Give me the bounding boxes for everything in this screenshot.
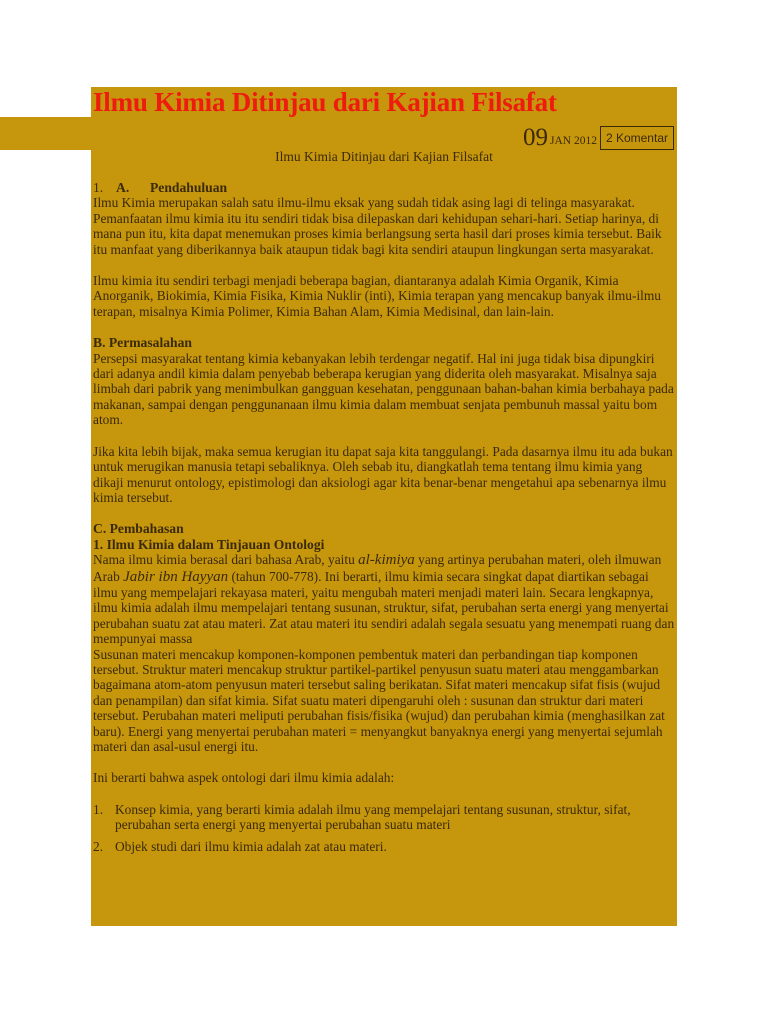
article-page bbox=[91, 87, 677, 926]
paragraph: Persepsi masyarakat tentang kimia kebanyakan lebih terdengar negatif. Hal ini juga tidak bisa dipungkiri dari adanya andil kimia dalam penyebab beberapa kerugian yang diderita oleh masyarakat. Misalnya saja limbah dari pabrik yang menimbulkan gangguan kesehatan, penggunaan bahan-bahan kimia berbahaya pada makanan, sampai dengan penggunanaan ilmu kimia dalam membuat senjata pembunuh massal yaitu bom atom. bbox=[93, 350, 674, 428]
article-body bbox=[93, 180, 675, 860]
section-a-letter: A. bbox=[116, 180, 130, 195]
paragraph: Ilmu Kimia merupakan salah satu ilmu-ilmu eksak yang sudah tidak asing lagi di telinga masyarakat. Pemanfaatan ilmu kimia itu itu sendiri tidak bisa dilepaskan dari kehidupan sehari-hari. Setiap harinya, di mana pun itu, kita dapat menemukan proses kimia berlangsung serta hasil dari proses kimia tersebut. Baik itu manfaat yang diberikannya baik ataupun tidak bagi kita sendiri ataupun lingkungan serta masyarakat. bbox=[93, 195, 662, 257]
paragraph: Susunan materi mencakup komponen-komponen pembentuk materi dan perbandingan tiap komponen tersebut. Struktur materi mencakup struktur partikel-partikel penyusun suatu materi atau menggambarkan bagaimana atom-atom penyusun materi tersebut saling berikatan. Sifat materi mencakup sifat fisis (wujud dan penampilan) dan sifat kimia. Sifat suatu materi dipengaruhi oleh : susunan dan struktur dari materi tersebut. Perubahan materi meliputi perubahan fisis/fisika (wujud) dan perubahan kimia (menghasilkan zat baru). Energi yang menyertai perubahan materi = menyangkut banyaknya energi yang menyertai sejumlah materi dan asal-usul energi itu. bbox=[93, 646, 665, 754]
section-c-heading: C. Pembahasan bbox=[93, 521, 184, 537]
paragraph: Ilmu kimia itu sendiri terbagi menjadi beberapa bagian, diantaranya adalah Kimia Organik, Kimia Anorganik, Biokimia, Kimia Fisika, Kimia Nuklir (inti), Kimia terapan yang mencakup banyak ilmu-ilmu terapan, misalnya Kimia Polimer, Kimia Bahan Alam, Kimia Medisinal, dan lain-lain. bbox=[93, 273, 662, 319]
section-a-number: 1. bbox=[93, 180, 104, 195]
section-b-heading: B. Permasalahan bbox=[93, 335, 192, 351]
comments-button[interactable]: 2 Komentar bbox=[600, 126, 674, 150]
paragraph: Jika kita lebih bijak, maka semua kerugian itu dapat saja kita tanggulangi. Pada dasarnya ilmu itu ada bukan untuk merugikan manusia tetapi sebaliknya. Oleh sebab itu, diangkatlah tema tentang ilmu kimia yang dikaji menurut ontology, epistimologi dan aksiologi agar kita benar-benar mengetahui apa sebenarnya ilmu kimia tersebut. bbox=[93, 443, 673, 505]
ontology-list bbox=[93, 802, 675, 854]
left-accent-bar bbox=[0, 117, 92, 150]
list-item: 1. Konsep kimia, yang berarti kimia adalah ilmu yang mempelajari tentang susunan, struktur, sifat, perubahan serta energi yang menyertai perubahan suatu materi bbox=[93, 801, 631, 833]
post-date bbox=[523, 124, 674, 150]
subsection-ontology-heading: 1. Ilmu Kimia dalam Tinjauan Ontologi bbox=[93, 536, 325, 552]
date-month-year: JAN 2012 bbox=[549, 135, 597, 147]
section-a-title: Pendahuluan bbox=[150, 180, 228, 195]
term-jabir-ibn-hayyan: Jabir ibn Hayyan bbox=[123, 568, 229, 585]
term-al-kimiya: al-kimiya bbox=[358, 552, 415, 569]
paragraph: Nama ilmu kimia berasal dari bahasa Arab, yaitu al-kimiya yang artinya perubahan materi, oleh ilmuwan Arab Jabir ibn Hayyan (tahun 700-778). Ini berarti, ilmu kimia secara singkat dapat diartikan sebagai ilmu yang mempelajari rekayasa materi, yaitu mengubah materi menjadi materi lain. Secara lengkapnya, ilmu kimia adalah ilmu mempelajari tentang susunan, struktur, sifat, perubahan serta energi yang menyertai perubahan suatu zat atau materi. Zat atau materi itu sendiri adalah segala sesuatu yang menempati ruang dan mempunyai massa bbox=[93, 552, 675, 647]
list-item: 2. Objek studi dari ilmu kimia adalah zat atau materi. bbox=[93, 838, 387, 854]
page-title: Ilmu Kimia Ditinjau dari Kajian Filsafat bbox=[93, 87, 557, 117]
paragraph: Ini berarti bahwa aspek ontologi dari ilmu kimia adalah: bbox=[93, 770, 395, 786]
section-a-heading bbox=[93, 180, 675, 195]
date-day: 09 bbox=[522, 124, 548, 151]
document-title: Ilmu Kimia Ditinjau dari Kajian Filsafat bbox=[275, 149, 493, 164]
